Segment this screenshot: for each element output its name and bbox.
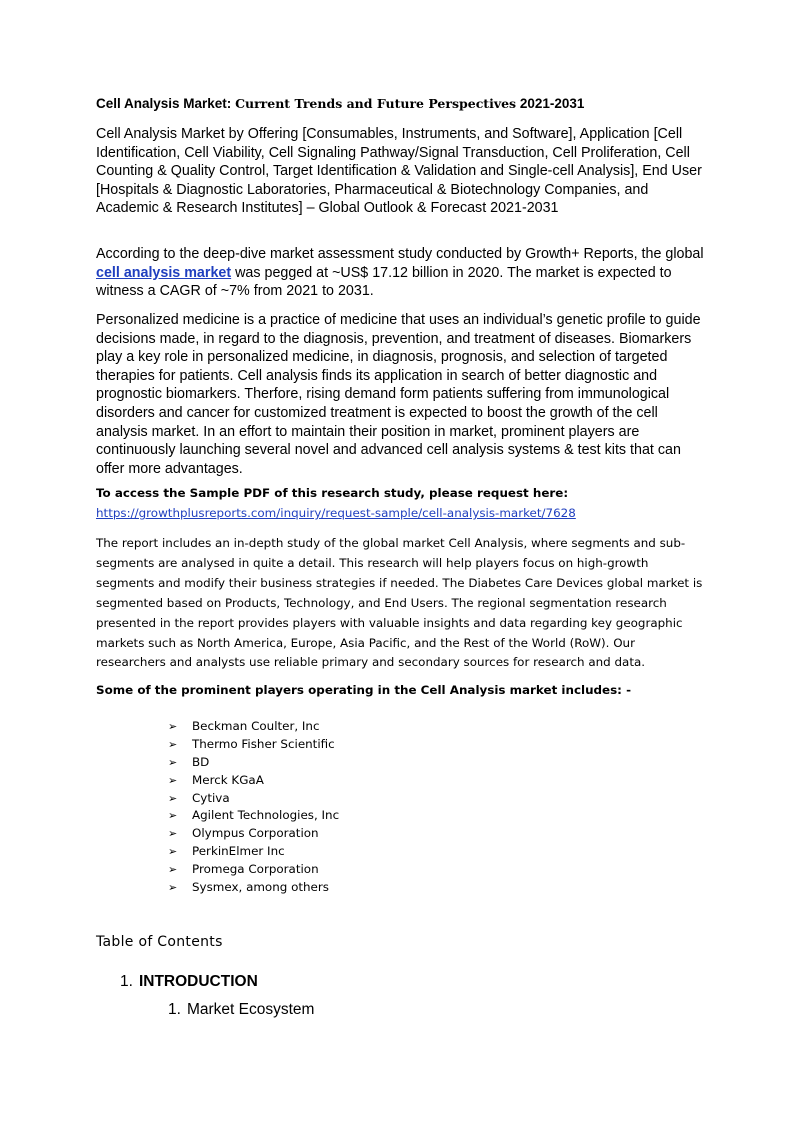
report-description-paragraph: The report includes an in-depth study of the global market Cell Analysis, where segments and sub-segments are analysed in quite a detail. This research will help players focus on high-growth segments and modify their business strategies if needed. The Diabetes Care Devices global market is segmented based on Products, Technology, and End Users. The regional segmentation research presented in the report provides players with valuable insights and data regarding key geographic markets such as North America, Europe, Asia Pacific, and the Rest of the World (RoW). Our researchers and analysts use reliable primary and secondary sources for research and data. <box>96 536 703 670</box>
company-list-item <box>168 843 339 861</box>
title-prefix: Cell Analysis Market: <box>96 96 236 111</box>
toc-subitem-number: 1. <box>168 1001 181 1018</box>
report-subtitle: Cell Analysis Market by Offering [Consumables, Instruments, and Software], Application [Cell Identification, Cell Viability, Cell Signaling Pathway/Signal Transduction, Cell Proliferation, Cell Counting & Quality Control, Target Identification & Validation and Single-cell Analysis], End User [Hospitals & Diagnostic Laboratories, Pharmaceutical & Biotechnology Companies, and Academic & Research Institutes] – Global Outlook & Forecast 2021-2031 <box>96 126 702 217</box>
cell-analysis-market-link[interactable]: cell analysis market <box>96 264 232 281</box>
arrow-bullet-icon: ➢ <box>168 881 178 895</box>
toc-item-label: INTRODUCTION <box>138 973 258 990</box>
company-name: Merck KGaA <box>192 772 264 787</box>
company-list-item <box>168 879 339 897</box>
company-name: Promega Corporation <box>192 862 319 877</box>
company-name: PerkinElmer Inc <box>192 844 285 859</box>
toc-subitem-market-ecosystem[interactable] <box>168 1001 314 1019</box>
company-name: Agilent Technologies, Inc <box>192 808 340 823</box>
title-years: 2021-2031 <box>516 96 585 111</box>
arrow-bullet-icon: ➢ <box>168 845 178 859</box>
company-name: Olympus Corporation <box>192 826 319 841</box>
arrow-bullet-icon: ➢ <box>168 737 178 751</box>
arrow-bullet-icon: ➢ <box>168 809 178 823</box>
company-name: Cytiva <box>192 790 230 805</box>
arrow-bullet-icon: ➢ <box>168 827 178 841</box>
toc-subitem-label: Market Ecosystem <box>186 1001 315 1018</box>
company-name: Thermo Fisher Scientific <box>192 736 335 751</box>
company-list-item <box>168 825 339 843</box>
company-list-item <box>168 718 339 736</box>
personalized-medicine-paragraph: Personalized medicine is a practice of medicine that uses an individual’s genetic profile to guide decisions made, in regard to the diagnosis, prevention, and treatment of diseases. Biomarkers play a key role in personalized medicine, in diagnosis, prognosis, and selection of targeted therapies for patients. Cell analysis finds its application in search of better diagnostic and prognostic biomarkers. Therfore, rising demand form patients suffering from immunological disorders and cancer for customized treatment is expected to boost the growth of the cell analysis market. In an effort to maintain their position in market, prominent players are continuously launching several novel and advanced cell analysis systems & test kits that can offer more advantages. <box>96 312 701 477</box>
arrow-bullet-icon: ➢ <box>168 773 178 787</box>
market-text-before: According to the deep-dive market assessment study conducted by Growth+ Reports, the global <box>96 246 704 262</box>
company-list-item <box>168 861 339 879</box>
sample-request-block <box>96 484 706 524</box>
arrow-bullet-icon: ➢ <box>168 791 178 805</box>
company-name: Sysmex, among others <box>192 880 329 895</box>
market-text-after: was pegged at ~US$ 17.12 billion in 2020. The market is expected to witness a CAGR of ~7% from 2021 to 2031. <box>96 264 672 300</box>
players-heading: Some of the prominent players operating in the Cell Analysis market includes: - <box>96 683 632 697</box>
document-title <box>96 96 716 111</box>
company-name: Beckman Coulter, Inc <box>192 719 320 733</box>
company-list-item <box>168 772 339 790</box>
company-name: BD <box>192 754 210 769</box>
toc-item-number: 1. <box>120 973 133 990</box>
arrow-bullet-icon: ➢ <box>168 755 178 769</box>
company-list-item <box>168 754 339 772</box>
sample-request-label: To access the Sample PDF of this research study, please request here: <box>96 486 569 500</box>
company-list-item <box>168 790 339 808</box>
arrow-bullet-icon: ➢ <box>168 720 178 733</box>
company-list-item <box>168 736 339 754</box>
toc-item-introduction[interactable] <box>120 973 258 991</box>
title-emphasis: Current Trends and Future Perspectives <box>235 96 517 111</box>
table-of-contents-title: Table of Contents <box>96 934 223 950</box>
company-list <box>168 718 339 897</box>
sample-request-link[interactable]: https://growthplusreports.com/inquiry/request-sample/cell-analysis-market/7628 <box>96 505 576 520</box>
market-size-paragraph <box>96 245 706 301</box>
company-list-item <box>168 807 339 825</box>
arrow-bullet-icon: ➢ <box>168 863 178 877</box>
